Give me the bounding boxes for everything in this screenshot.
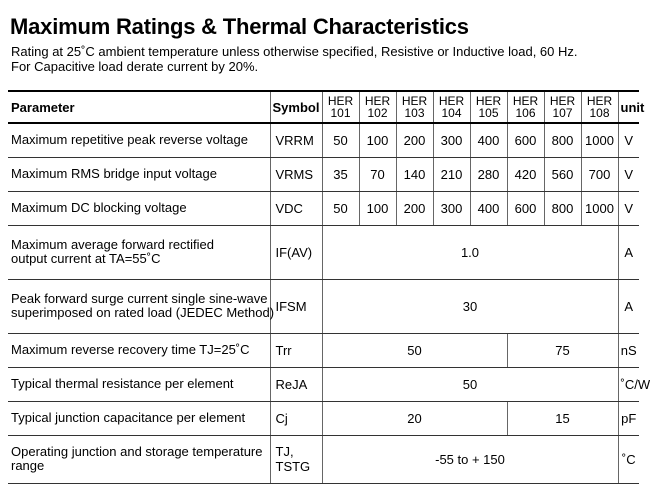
symbol-text: Cj (275, 410, 288, 426)
value-cell: 1000 (581, 191, 618, 225)
parameter-cell (8, 435, 270, 483)
value-cell: 400 (470, 191, 507, 225)
unit-cell: ˚C/W (618, 367, 639, 401)
value-cell: 1000 (581, 123, 618, 157)
value-cell: 50 (322, 123, 359, 157)
parameter-cell (8, 279, 275, 333)
symbol-text: IF(AV) (275, 244, 313, 260)
table-row (8, 157, 639, 191)
symbol-text: ReJA (275, 376, 308, 392)
parameter-text: Maximum average forward rectified (11, 237, 215, 252)
value-cell: 30 (322, 279, 618, 333)
unit-cell: V (618, 157, 639, 191)
header-part: HER 107 (544, 91, 581, 123)
unit-cell: A (618, 225, 639, 279)
symbol-cell (270, 367, 322, 401)
value-cell: 400 (470, 123, 507, 157)
parameter-cell (8, 401, 270, 435)
parameter-cell (8, 191, 270, 225)
value-cell: 100 (359, 123, 396, 157)
header-part: HER 103 (396, 91, 433, 123)
parameter-text: Maximum DC blocking voltage (11, 200, 187, 215)
symbol-cell (270, 191, 322, 225)
parameter-text: superimposed on rated load (JEDEC Method) (11, 305, 275, 320)
value-cell: 100 (359, 191, 396, 225)
value-cell: 800 (544, 191, 581, 225)
unit-cell: V (618, 191, 639, 225)
value-cell: 200 (396, 191, 433, 225)
parameter-text: Typical thermal resistance per element (11, 376, 234, 391)
value-cell: 20 (322, 401, 507, 435)
value-cell: 1.0 (322, 225, 618, 279)
parameter-cell (8, 225, 270, 279)
parameter-text: Maximum reverse recovery time TJ=25˚C (11, 342, 250, 357)
value-cell: 300 (433, 191, 470, 225)
symbol-cell (270, 401, 322, 435)
value-cell: 210 (433, 157, 470, 191)
value-cell: 50 (322, 333, 507, 367)
value-cell: 800 (544, 123, 581, 157)
parameter-text: Maximum RMS bridge input voltage (11, 166, 217, 181)
table-row (8, 225, 639, 279)
value-cell: 50 (322, 191, 359, 225)
symbol-cell (270, 123, 322, 157)
value-cell: 300 (433, 123, 470, 157)
parameter-text: Operating junction and storage temperature (11, 444, 263, 459)
parameter-text: output current at TA=55˚C (11, 251, 161, 266)
parameter-cell (8, 157, 270, 191)
value-cell: 600 (507, 123, 544, 157)
table-row (8, 435, 639, 483)
symbol-cell (270, 435, 322, 483)
header-parameter: Parameter (8, 91, 270, 123)
unit-cell: nS (618, 333, 639, 367)
parameter-text: Maximum repetitive peak reverse voltage (11, 132, 248, 148)
symbol-cell (270, 279, 322, 333)
symbol-cell (270, 333, 322, 367)
parameter-cell (8, 367, 270, 401)
parameter-text: Typical junction capacitance per element (11, 410, 246, 425)
parameter-text: range (11, 458, 45, 473)
value-cell: 70 (359, 157, 396, 191)
symbol-text: TSTG (275, 459, 311, 474)
symbol-cell (270, 225, 322, 279)
value-cell: 200 (396, 123, 433, 157)
value-cell: 15 (507, 401, 618, 435)
table-row (8, 367, 639, 401)
unit-cell: pF (618, 401, 639, 435)
parameter-text: Peak forward surge current single sine-wave (11, 291, 268, 306)
parameter-cell (8, 333, 270, 367)
value-cell: 140 (396, 157, 433, 191)
rating-note-line: For Capacitive load derate current by 20%. (11, 59, 259, 74)
value-cell: 420 (507, 157, 544, 191)
table-row (8, 401, 639, 435)
header-row (8, 91, 639, 123)
symbol-cell (270, 157, 322, 191)
table-row (8, 279, 639, 333)
value-cell: 560 (544, 157, 581, 191)
table-row (8, 333, 639, 367)
header-part: HER 104 (433, 91, 470, 123)
parameter-cell (8, 123, 270, 157)
rating-notes (11, 44, 641, 74)
unit-cell: ˚C (618, 435, 639, 483)
symbol-text: TJ, (275, 444, 294, 459)
ratings-table (8, 90, 650, 484)
symbol-text: Trr (275, 342, 292, 358)
header-part: HER 102 (359, 91, 396, 123)
value-cell: 700 (581, 157, 618, 191)
value-cell: 280 (470, 157, 507, 191)
table-row (8, 191, 639, 225)
header-part: HER 108 (581, 91, 618, 123)
symbol-text: VDC (275, 200, 303, 216)
table-body (8, 123, 650, 483)
page-title: Maximum Ratings & Thermal Characteristics (10, 14, 469, 39)
value-cell: 75 (507, 333, 618, 367)
header-part: HER 105 (470, 91, 507, 123)
unit-cell: A (618, 279, 639, 333)
symbol-text: VRMS (275, 166, 314, 182)
value-cell: -55 to + 150 (322, 435, 618, 483)
symbol-text: VRRM (275, 132, 314, 148)
header-part: HER 101 (322, 91, 359, 123)
header-part: HER 106 (507, 91, 544, 123)
value-cell: 35 (322, 157, 359, 191)
value-cell: 50 (322, 367, 618, 401)
unit-cell: V (618, 123, 639, 157)
header-symbol: Symbol (270, 91, 322, 123)
symbol-text: IFSM (275, 298, 307, 314)
table-row (8, 123, 639, 157)
header-unit: unit (618, 91, 639, 123)
value-cell: 600 (507, 191, 544, 225)
rating-note-line: Rating at 25˚C ambient temperature unless otherwise specified, Resistive or Inductive load, 60 Hz. (11, 44, 578, 59)
